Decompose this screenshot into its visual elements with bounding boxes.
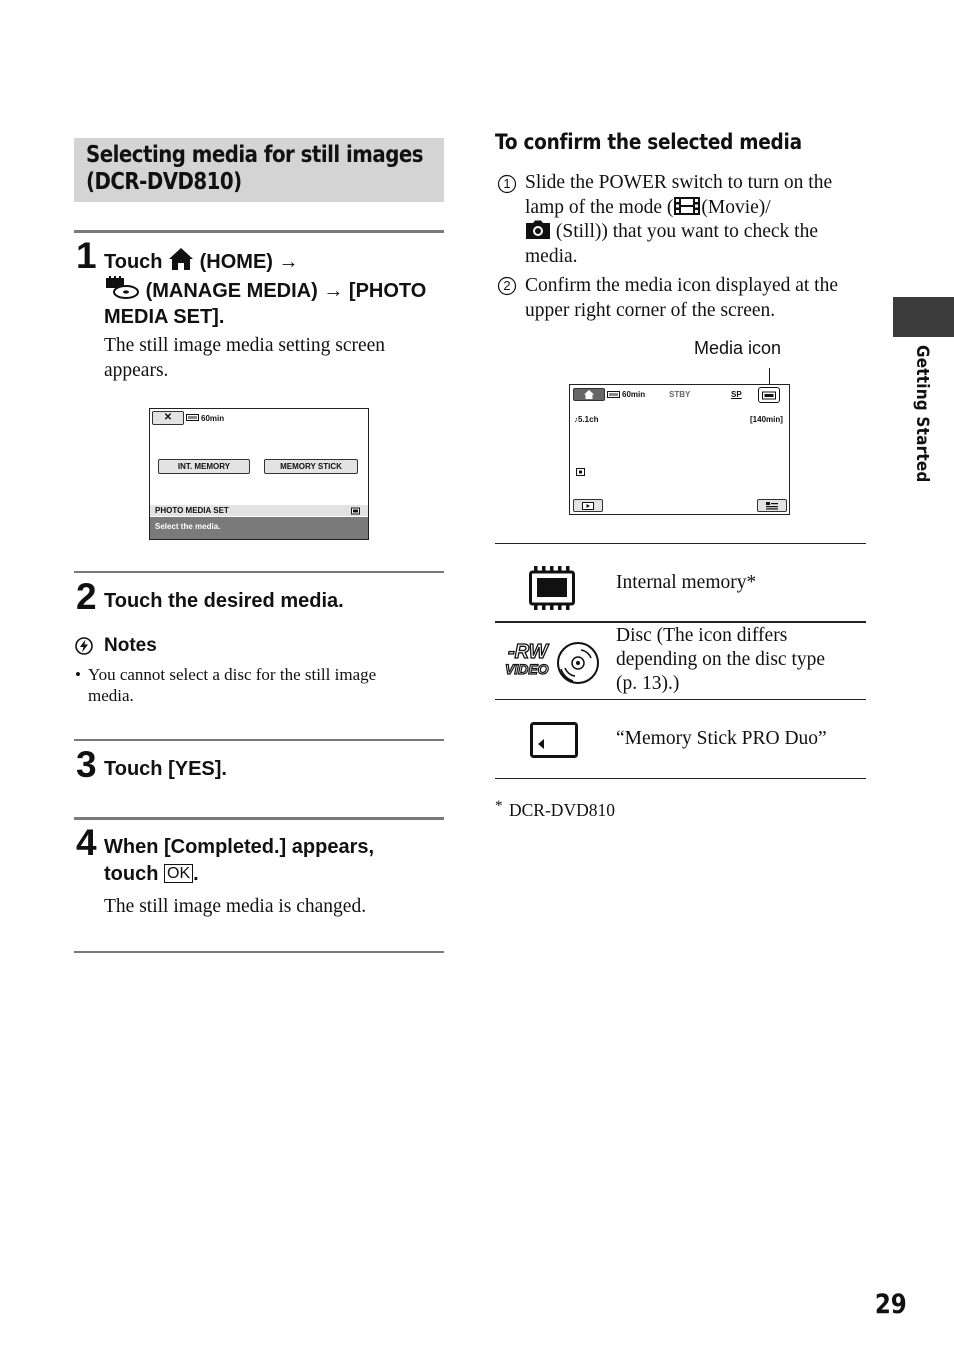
movie-icon [673, 196, 701, 216]
step-1-desc-line2: appears. [104, 359, 169, 381]
step-1-home: (HOME) [199, 251, 273, 273]
step-1-heading [104, 247, 449, 331]
step-number-4: 4 [76, 822, 97, 863]
table-rule [495, 699, 866, 700]
disc-label-line2: depending on the disc type [616, 649, 826, 670]
confirm-step-1-line2-prefix: lamp of the mode ( [525, 196, 674, 218]
audio-channel: ♪5.1ch [574, 415, 599, 424]
option-button[interactable] [757, 499, 787, 512]
option-icon [765, 501, 779, 510]
step-number-3: 3 [76, 744, 97, 785]
internal-memory-icon [351, 507, 360, 515]
quality-sp: SP [731, 390, 742, 399]
manage-media-icon [104, 276, 140, 300]
side-tab-marker [893, 297, 954, 337]
divider [74, 230, 444, 233]
home-icon [584, 390, 594, 399]
table-rule [495, 543, 866, 544]
step-4-heading [104, 834, 449, 887]
recording-screen [569, 384, 790, 515]
internal-memory-icon [762, 391, 776, 400]
note-line1: You cannot select a disc for the still image [88, 665, 377, 684]
page-number: 29 [874, 1289, 907, 1320]
confirm-step-1-line3: (Still)) that you want to check the [555, 221, 818, 242]
step-1-photo: [PHOTO [348, 279, 427, 302]
step-number-2: 2 [76, 576, 97, 617]
battery-icon [607, 391, 621, 398]
battery-icon [186, 414, 200, 421]
photo-media-set-screen [149, 408, 369, 540]
playback-button[interactable] [573, 499, 603, 512]
step-1-media-set: MEDIA SET]. [104, 306, 225, 328]
confirm-step-1-number: 1 [503, 176, 511, 191]
confirm-step-2-number: 2 [503, 278, 511, 293]
confirm-step-1-line2-suffix: (Movie)/ [701, 196, 771, 218]
footnote-mark: * [495, 798, 503, 814]
step-1-manage-media: (MANAGE MEDIA) [145, 279, 318, 302]
disc-label-line3: (p. 13).) [616, 673, 680, 694]
section-title [74, 138, 444, 202]
memory-stick-icon [530, 722, 578, 758]
svg-text:VIDEO: VIDEO [505, 661, 549, 677]
step-4-period: . [193, 862, 199, 885]
step-1-touch: Touch [104, 251, 163, 273]
confirm-step-1-line1: Slide the POWER switch to turn on the [525, 172, 833, 193]
standby-status: STBY [669, 390, 691, 399]
internal-memory-label: Internal memory* [616, 572, 757, 593]
step-4-description: The still image media is changed. [104, 896, 367, 917]
ok-button: OK [164, 864, 193, 883]
section-title-line1: Selecting media for still images [86, 142, 424, 168]
confirm-heading: To confirm the selected media [495, 130, 802, 154]
media-icon-label: Media icon [694, 338, 782, 358]
home-button[interactable] [573, 388, 605, 401]
close-button[interactable]: ✕ [152, 411, 184, 425]
step-4-touch: touch [104, 862, 159, 885]
notes-heading: Notes [104, 635, 157, 656]
int-memory-button[interactable]: INT. MEMORY [158, 459, 250, 474]
remaining-time: [140min] [750, 415, 783, 424]
step-number-1: 1 [76, 235, 97, 276]
table-rule [495, 778, 866, 779]
memory-stick-label: “Memory Stick PRO Duo” [616, 728, 827, 749]
battery-remaining: 60min [201, 414, 225, 423]
table-rule [495, 621, 866, 623]
memory-stick-button[interactable]: MEMORY STICK [264, 459, 358, 474]
divider [74, 817, 444, 820]
still-camera-icon [525, 220, 551, 240]
battery-remaining: 60min [622, 390, 646, 399]
note-bullet: • [75, 665, 81, 684]
disc-rw-video-icon [505, 636, 600, 686]
playback-icon [582, 502, 594, 510]
step-1-desc-line1: The still image media setting screen [104, 335, 386, 356]
confirm-step-1-line4: media. [525, 245, 578, 267]
step-4-line1: When [Completed.] appears, [104, 836, 375, 858]
step-1-description [104, 334, 444, 383]
disc-label [616, 624, 866, 696]
chapter-side-label: Getting Started [912, 345, 932, 483]
divider [74, 571, 444, 573]
arrow: → [278, 251, 299, 273]
note-line2: media. [88, 686, 134, 705]
disc-label-line1: Disc (The icon differs [616, 625, 788, 646]
face-detect-icon [576, 468, 585, 476]
home-icon [168, 247, 194, 271]
confirm-step-2-line1: Confirm the media icon displayed at the [525, 275, 838, 296]
notes-icon [75, 637, 93, 655]
section-title-line2: (DCR-DVD810) [86, 169, 242, 195]
confirm-step-2-line2: upper right corner of the screen. [525, 299, 776, 321]
select-media-message: Select the media. [155, 522, 221, 531]
media-icon-box [758, 387, 780, 403]
svg-text:-RW: -RW [508, 641, 548, 663]
divider [74, 951, 444, 953]
internal-memory-icon [529, 566, 577, 610]
arrow: → [323, 279, 344, 302]
confirm-step-1-text [525, 171, 870, 269]
photo-media-set-label: PHOTO MEDIA SET [155, 506, 229, 515]
note-item [88, 664, 448, 706]
step-2-heading: Touch the desired media. [104, 590, 344, 612]
step-3-heading: Touch [YES]. [104, 758, 227, 780]
footnote-text: DCR-DVD810 [509, 800, 615, 820]
divider [74, 739, 444, 741]
confirm-step-2-text [525, 274, 870, 323]
